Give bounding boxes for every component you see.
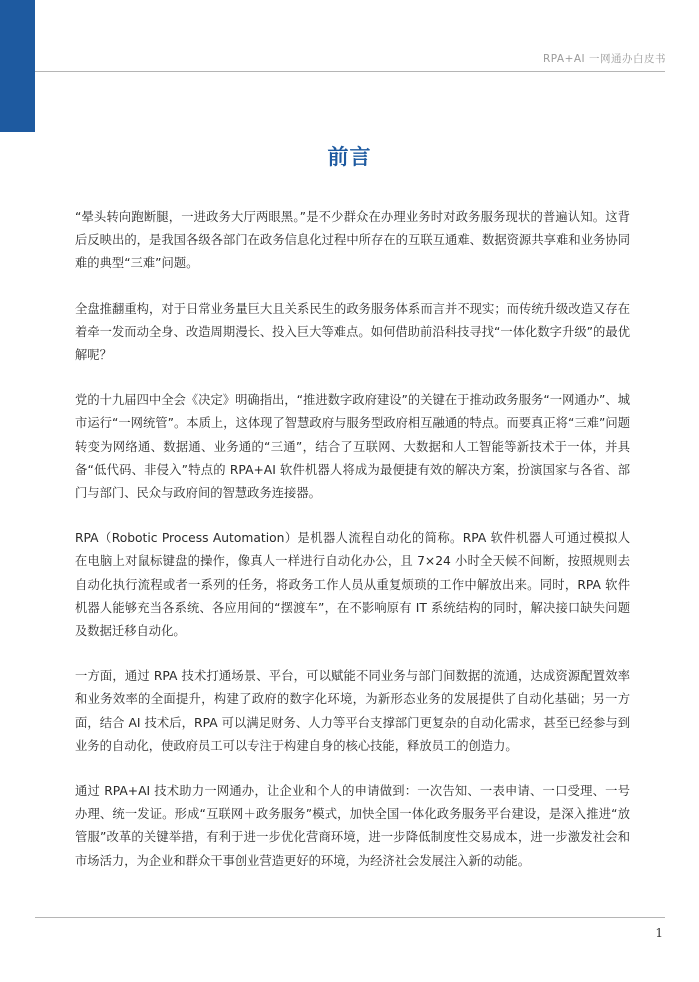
side-color-tab xyxy=(0,0,35,132)
paragraph-5: 一方面，通过 RPA 技术打通场景、平台，可以赋能不同业务与部门间数据的流通，达成资源配置效率和业务效率的全面提升，构建了政府的数字化环境，为新形态业务的发展提供了自动化基础；另一方面，结合 AI 技术后，RPA 可以满足财务、人力等平台支撑部门更复杂的自动化需求，甚至已经参与到业务的自动化，使政府员工可以专注于构建自身的核心技能，释放员工的创造力。 xyxy=(75,669,630,753)
paragraph-2: 全盘推翻重构，对于日常业务量巨大且关系民生的政务服务体系而言并不现实；而传统升级改造又存在着牵一发而动全身、改造周期漫长、投入巨大等难点。如何借助前沿科技寻找“一体化数字升级”的最优解呢？ xyxy=(75,301,630,363)
page-title: 前言 xyxy=(327,145,372,169)
paragraph-6: 通过 RPA+AI 技术助力一网通办，让企业和个人的申请做到：一次告知、一表申请、一口受理、一号办理、统一发证。形成“互联网＋政务服务”模式，加快全国一体化政务服务平台建设，是深入推进“放管服”改革的关键举措，有利于进一步优化营商环境，进一步降低制度性交易成本，进一步激发社会和市场活力，为企业和群众干事创业营造更好的环境，为经济社会发展注入新的动能。 xyxy=(75,784,630,868)
footer-divider xyxy=(35,917,665,918)
header-divider xyxy=(35,71,665,72)
paragraph-4: RPA（Robotic Process Automation）是机器人流程自动化的简称。RPA 软件机器人可通过模拟人在电脑上对鼠标键盘的操作，像真人一样进行自动化办公，且 7×24 小时全天候不间断，按照规则去自动化执行流程或者一系列的任务，将政务工作人员从重复烦琐的工作中解放出来。同时，RPA 软件机器人能够充当各系统、各应用间的“摆渡车”，在不影响原有 IT 系统结构的同时，解决接口缺失问题及数据迁移自动化。 xyxy=(75,531,630,639)
header-doc-title: RPA+AI 一网通办白皮书 xyxy=(542,53,666,65)
paragraph-3: 党的十九届四中全会《决定》明确指出，“推进数字政府建设”的关键在于推动政务服务“一网通办”、城市运行“一网统管”。本质上，这体现了智慧政府与服务型政府相互融通的特点。而要真正将“三难”问题转变为网络通、数据通、业务通的“三通”，结合了互联网、大数据和人工智能等新技术于一体，并具备“低代码、非侵入”特点的 RPA+AI 软件机器人将成为最便捷有效的解决方案，扮演国家与各省、部门与部门、民众与政府间的智慧政务连接器。 xyxy=(75,393,630,501)
body-text xyxy=(75,206,630,895)
paragraph-1: “晕头转向跑断腿，一进政务大厅两眼黑。”是不少群众在办理业务时对政务服务现状的普遍认知。这背后反映出的，是我国各级各部门在政务信息化过程中所存在的互联互通难、数据资源共享难和业务协同难的典型“三难”问题。 xyxy=(75,210,630,271)
page-number: 1 xyxy=(655,926,663,940)
